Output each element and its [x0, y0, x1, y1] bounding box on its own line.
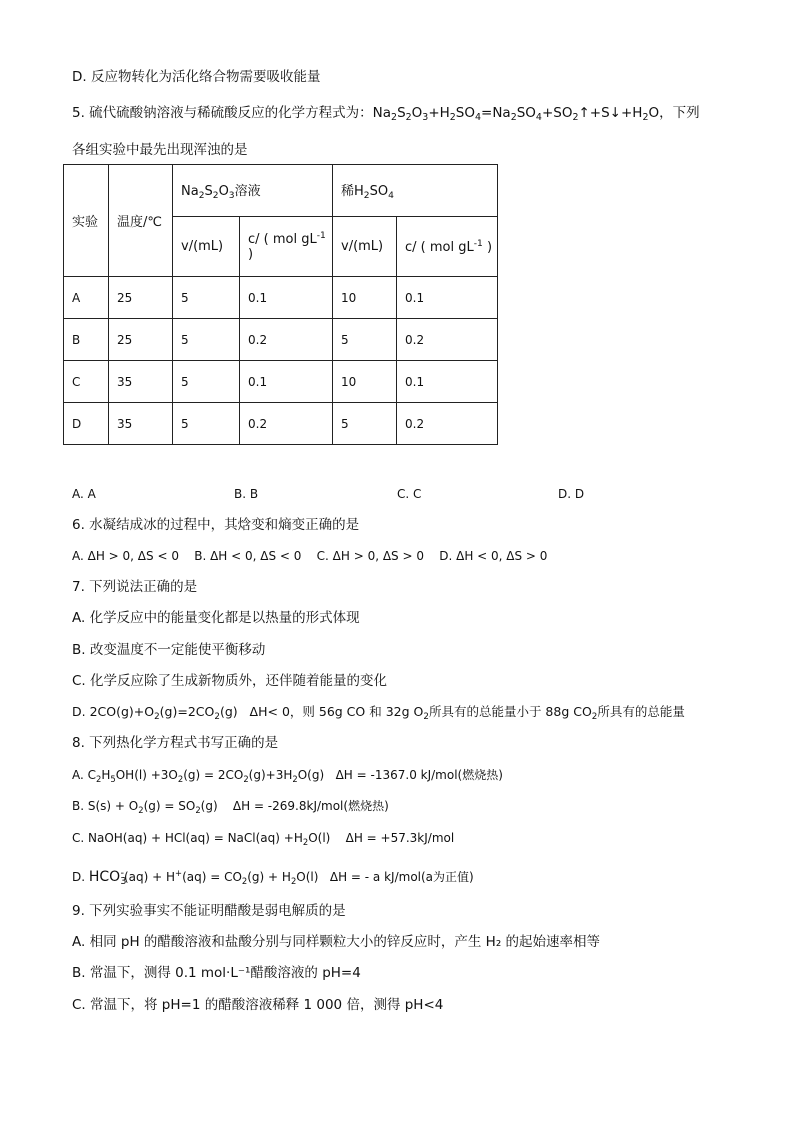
header-h2so4: 稀$H_2SO_4$: [333, 165, 498, 217]
q7-option-b: B. 改变温度不一定能使平衡移动: [72, 642, 266, 658]
q5-option-d: D. D: [558, 487, 585, 501]
q5-equation: $Na_2S_2O_3+H_2SO_4=Na_2SO_4+SO_2↑+S↓+H_2O$: [372, 105, 660, 123]
table-row: C 35 5 0.1 10 0.1: [64, 361, 498, 403]
header-na2s2o3: $Na_2S_2O_3$溶液: [173, 165, 333, 217]
q9-option-b: B. 常温下，测得 0.1 mol·L⁻¹醋酸溶液的 pH=4: [72, 965, 361, 981]
q5-option-a: A. A: [72, 487, 96, 501]
q5-option-b: B. B: [234, 487, 259, 501]
q7-option-c: C. 化学反应除了生成新物质外，还伴随着能量的变化: [72, 673, 388, 689]
q7-stem: 7. 下列说法正确的是: [72, 579, 198, 595]
header-conc-1: c/ ( mol $gL^{-1}$ ): [240, 217, 333, 277]
header-conc-2: c/ ( mol $gL^{-1}$ ): [397, 217, 498, 277]
table-row: A 25 5 0.1 10 0.1: [64, 277, 498, 319]
q4-option-d: D. 反应物转化为活化络合物需要吸收能量: [72, 69, 321, 85]
header-experiment: 实验: [64, 165, 109, 277]
header-volume-2: v/(mL): [333, 217, 397, 277]
q5-option-c: C. C: [397, 487, 422, 501]
q8-option-b: B. $S(s) + O_2(g) = SO_2(g)$ ΔH = -269.8kJ/mol(燃烧热): [72, 799, 389, 815]
q9-option-c: C. 常温下，将 pH=1 的醋酸溶液稀释 1 000 倍，测得 pH<4: [72, 997, 444, 1013]
q8-option-d: D. $HCO_3^-(aq) + H^+(aq) = CO_2(g) + H_2O(l) \Delta H$ = - a kJ/mol(a为正值): [72, 868, 474, 887]
header-volume-1: v/(mL): [173, 217, 240, 277]
q7-option-d: D. $2CO(g)+O_2(g)=2CO_2(g)$ ΔH< 0，则 56g CO 和 32g $O_2$所具有的总能量小于 88g $CO_2$所具有的总能量: [72, 704, 685, 722]
q9-stem: 9. 下列实验事实不能证明醋酸是弱电解质的是: [72, 903, 346, 919]
q5-stem-line2: 各组实验中最先出现浑浊的是: [72, 142, 248, 158]
q8-option-c: C. NaOH(aq) + HCl(aq) = NaCl(aq) $+H_2O(l)$ ΔH = +57.3kJ/mol: [72, 831, 455, 847]
q8-option-a: A. $C_2H_5OH(l) +3O_2(g) = 2CO_2(g)+3H_2O(g) \Delta H = -1367.0$ kJ/mol(燃烧热): [72, 768, 503, 784]
header-temperature: 温度/℃: [109, 165, 173, 277]
table-row: B 25 5 0.2 5 0.2: [64, 319, 498, 361]
q5-experiment-table: [63, 164, 498, 445]
table-row: D 35 5 0.2 5 0.2: [64, 403, 498, 445]
q8-stem: 8. 下列热化学方程式书写正确的是: [72, 735, 279, 751]
q7-option-a: A. 化学反应中的能量变化都是以热量的形式体现: [72, 610, 360, 626]
q6-stem: 6. 水凝结成冰的过程中，其焓变和熵变正确的是: [72, 517, 360, 533]
q5-stem-line1: 5. 硫代硫酸钠溶液与稀硫酸反应的化学方程式为：$Na_2S_2O_3+H_2SO_4=Na_2SO_4+SO_2↑+S↓+H_2O$，下列: [72, 105, 700, 123]
q9-option-a: A. 相同 pH 的醋酸溶液和盐酸分别与同样颗粒大小的锌反应时，产生 H₂ 的起始速率相等: [72, 934, 601, 950]
q6-options: A. ΔH > 0, ΔS < 0 B. ΔH < 0, ΔS < 0 C. ΔH > 0, ΔS > 0 D. ΔH < 0, ΔS > 0: [72, 549, 548, 563]
